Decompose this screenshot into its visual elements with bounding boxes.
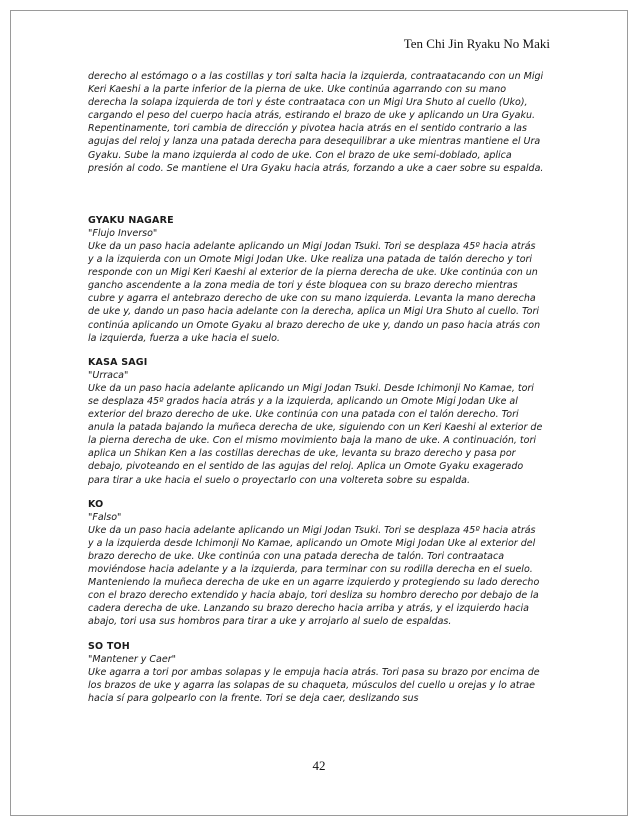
section-body: Uke da un paso hacia adelante aplicando un Migi Jodan Tsuki. Tori se desplaza 45º hacia atrás y a la izquierda con un Omote Migi Jodan Uke. Uke realiza una patada de talón derecho y tori responde con un Migi Keri Kaeshi al exterior de la pierna derecha de uke. Uke continúa con un gancho ascendente a la zona media de tori y éste bloquea con su brazo derecho mientras cubre y agarra el antebrazo derecho de uke con su mano izquierda. Levanta la mano derecha de uke y, dando un paso hacia adelante con la derecha, aplica un Migi Ura Shuto al cuello. Tori continúa aplicando un Omote Gyaku al brazo derecho de uke y, dando un paso hacia atrás con la izquierda, fuerza a uke hacia el suelo.: [88, 240, 541, 344]
section-subtitle: "Urraca": [88, 369, 129, 381]
section-gyaku-nagare: [88, 214, 544, 345]
section-subtitle: "Mantener y Caer": [88, 653, 176, 665]
section-title: GYAKU NAGARE: [88, 214, 174, 226]
section-so-toh: [88, 640, 544, 705]
section-subtitle: "Falso": [88, 511, 122, 523]
section-kasa-sagi: [88, 356, 544, 487]
page-number: 42: [312, 758, 326, 773]
section-body: Uke da un paso hacia adelante aplicando un Migi Jodan Tsuki. Tori se desplaza 45º hacia atrás y a la izquierda desde Ichimonji No Kamae, aplicando un Omote Migi Jodan Uke al exterior del brazo derecho de uke. Uke continúa con una patada derecha de talón. Tori contraataca moviéndose hacia adelante y a la izquierda, para terminar con su rodilla derecha en el suelo. Manteniendo la muñeca derecha de uke en un agarre izquierdo y protegiendo su lado derecho con el brazo derecho extendido y hacia abajo, tori desliza su hombro derecho por debajo de la cadera derecha de uke. Lanzando su brazo derecho hacia arriba y atrás, y el izquierdo hacia abajo, tori usa sus hombros para tirar a uke y arrojarlo al suelo de espaldas.: [88, 524, 540, 628]
section-body: Uke agarra a tori por ambas solapas y le empuja hacia atrás. Tori pasa su brazo por encima de los brazos de uke y agarra las solapas de su chaqueta, músculos del cuello u orejas y lo atrae hacia sí para golpearlo con la frente. Tori se deja caer, deslizando sus: [88, 666, 540, 704]
section-title: SO TOH: [88, 640, 130, 652]
section-subtitle: "Flujo Inverso": [88, 227, 158, 239]
section-body: Uke da un paso hacia adelante aplicando un Migi Jodan Tsuki. Desde Ichimonji No Kamae, tori se desplaza 45º grados hacia atrás y a la izquierda, aplicando un Omote Migi Jodan Uke al exterior del brazo derecho de uke. Uke continúa con una patada con el talón derecho. Tori anula la patada bajando la muñeca derecha de uke, siguiendo con un Keri Kaeshi al exterior de la pierna derecha de uke. Con el mismo movimiento baja la mano de uke. A continuación, tori aplica un Shikan Ken a las costillas derechas de uke, levanta su brazo derecho y pasa por debajo, pivoteando en el sentido de las agujas del reloj. Aplica un Omote Gyaku exagerado para tirar a uke hacia el suelo o proyectarlo con una voltereta sobre su espalda.: [88, 382, 543, 486]
running-header: Ten Chi Jin Ryaku No Maki: [403, 36, 550, 51]
section-title: KASA SAGI: [88, 356, 148, 368]
section-title: KO: [88, 498, 104, 510]
page-content: [88, 70, 544, 716]
section-ko: [88, 498, 544, 629]
intro-paragraph: derecho al estómago o a las costillas y tori salta hacia la izquierda, contraatacando con un Migi Keri Kaeshi a la parte inferior de la pierna de uke. Uke continúa agarrando con su mano derecha la solapa izquierda de tori y éste contraataca con un Migi Ura Shuto al cuello (Uko), cargando el peso del cuerpo hacia atrás, estirando el brazo de uke y aplicando un Ura Gyaku. Repentinamente, tori cambia de dirección y pivotea hacia atrás en el sentido contrario a las agujas del reloj y lanza una patada derecha para desequilibrar a uke mientras mantiene el Ura Gyaku. Sube la mano izquierda al codo de uke. Con el brazo de uke semi-doblado, aplica presión al codo. Se mantiene el Ura Gyaku hacia atrás, forzando a uke a caer sobre su espalda.: [88, 71, 544, 174]
